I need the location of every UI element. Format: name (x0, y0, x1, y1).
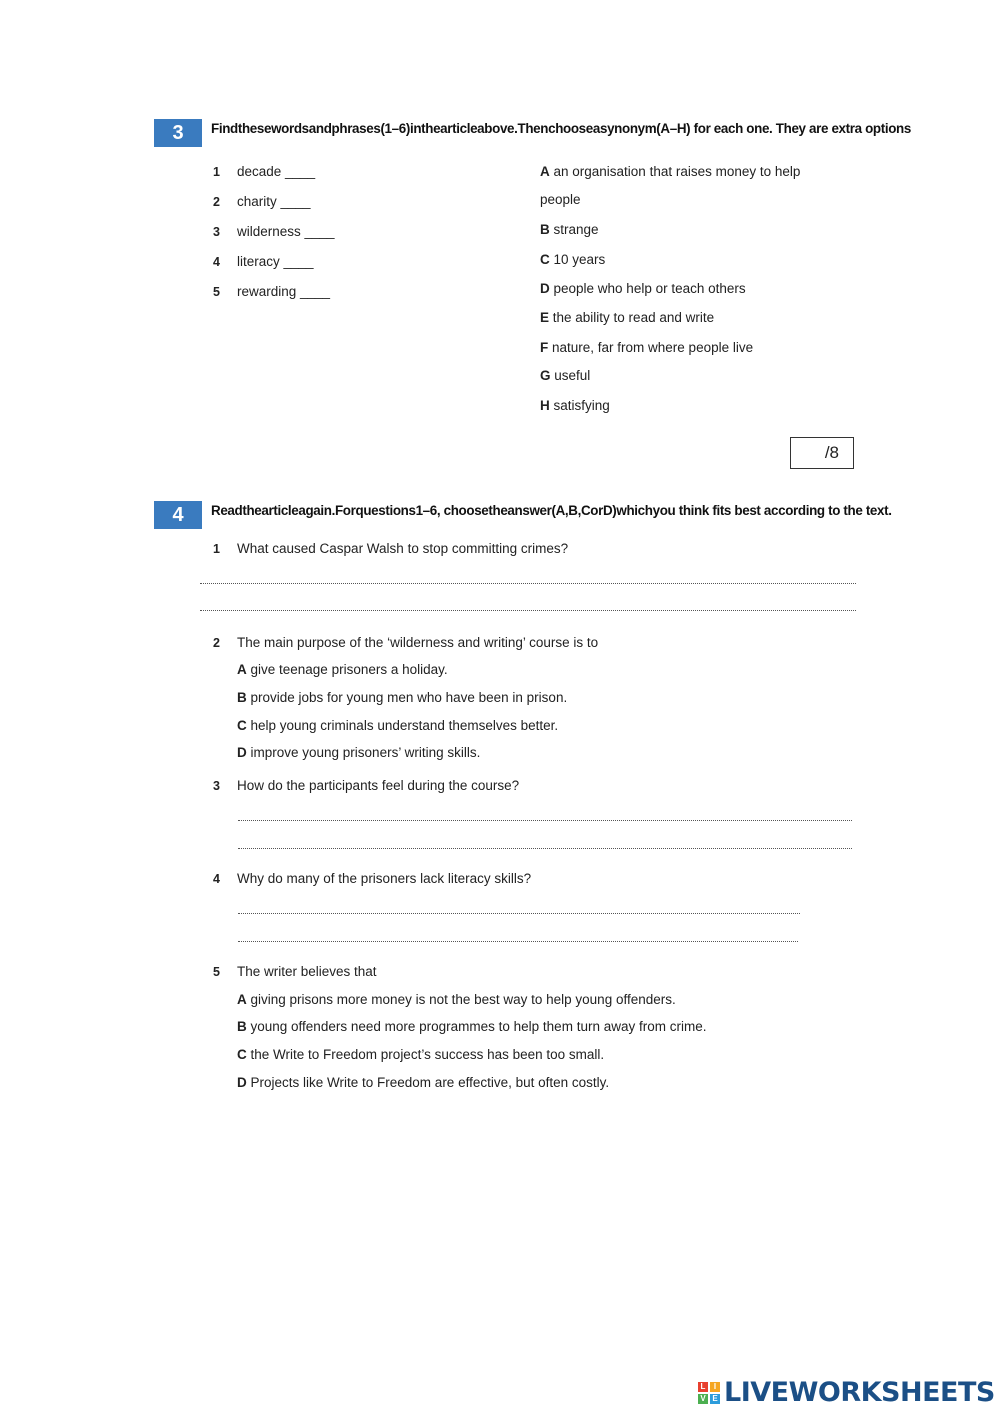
q2-option-c[interactable]: C help young criminals understand themselves better. (237, 718, 559, 733)
word-text[interactable]: rewarding ____ (237, 284, 331, 299)
section-3-instruction: Findthesewordsandphrases(1–6)inthearticleabove.Thenchooseasynonym(A–H) for each one. They are extra options (211, 121, 911, 136)
question-text: How do the participants feel during the course? (237, 778, 520, 793)
word-text[interactable]: decade ____ (237, 164, 316, 179)
question-number: 4 (213, 872, 220, 886)
q2-option-a[interactable]: A give teenage prisoners a holiday. (237, 662, 448, 677)
logo-tile-l: L (698, 1382, 708, 1392)
question-number: 3 (213, 779, 220, 793)
q5-option-a[interactable]: A giving prisons more money is not the best way to help young offenders. (237, 992, 676, 1007)
q5-option-c[interactable]: C the Write to Freedom project’s success has been too small. (237, 1047, 605, 1062)
option-a-continued: people (540, 192, 581, 207)
item-number: 5 (213, 285, 220, 299)
score-text: /8 (824, 443, 839, 462)
section-3-number-badge: 3 (154, 119, 202, 147)
option-e: E the ability to read and write (540, 310, 715, 325)
section-4-instruction: Readthearticleagain.Forquestions1–6, choosetheanswer(A,B,CorD)whichyou think fits best according to the text. (211, 503, 892, 518)
logo-icon (698, 1382, 720, 1404)
section-4-number-badge: 4 (154, 501, 202, 529)
question-text: Why do many of the prisoners lack literacy skills? (237, 871, 532, 886)
answer-line-q3-2[interactable] (238, 848, 852, 849)
score-box (790, 437, 854, 469)
option-c: C 10 years (540, 252, 606, 267)
item-number: 4 (213, 255, 220, 269)
answer-line-q3-1[interactable] (238, 820, 852, 821)
answer-line-q1-1[interactable] (200, 583, 856, 584)
question-text: The writer believes that (237, 964, 377, 979)
question-number: 5 (213, 965, 220, 979)
word-text[interactable]: literacy ____ (237, 254, 314, 269)
answer-line-q4-1[interactable] (238, 913, 800, 914)
option-d: D people who help or teach others (540, 281, 746, 296)
q2-option-d[interactable]: D improve young prisoners’ writing skills. (237, 745, 481, 760)
question-number: 2 (213, 636, 220, 650)
q5-option-b[interactable]: B young offenders need more programmes to help them turn away from crime. (237, 1019, 707, 1034)
word-text[interactable]: wilderness ____ (237, 224, 335, 239)
liveworksheets-logo[interactable] (698, 1377, 995, 1408)
option-a: A an organisation that raises money to help (540, 164, 801, 179)
answer-line-q1-2[interactable] (200, 610, 856, 611)
logo-tile-v: V (698, 1394, 708, 1404)
question-text: The main purpose of the ‘wilderness and writing’ course is to (237, 635, 599, 650)
word-text[interactable]: charity ____ (237, 194, 311, 209)
question-number: 1 (213, 542, 220, 556)
question-text: What caused Caspar Walsh to stop committing crimes? (237, 541, 569, 556)
option-f: F nature, far from where people live (540, 340, 754, 355)
q2-option-b[interactable]: B provide jobs for young men who have been in prison. (237, 690, 568, 705)
option-g: G useful (540, 368, 591, 383)
logo-tile-e: E (710, 1394, 720, 1404)
item-number: 3 (213, 225, 220, 239)
item-number: 1 (213, 165, 220, 179)
option-h: H satisfying (540, 398, 610, 413)
item-number: 2 (213, 195, 220, 209)
logo-text: LIVEWORKSHEETS (724, 1377, 995, 1408)
answer-line-q4-2[interactable] (238, 941, 798, 942)
logo-tile-i: I (710, 1382, 720, 1392)
q5-option-d[interactable]: D Projects like Write to Freedom are effective, but often costly. (237, 1075, 610, 1090)
option-b: B strange (540, 222, 599, 237)
